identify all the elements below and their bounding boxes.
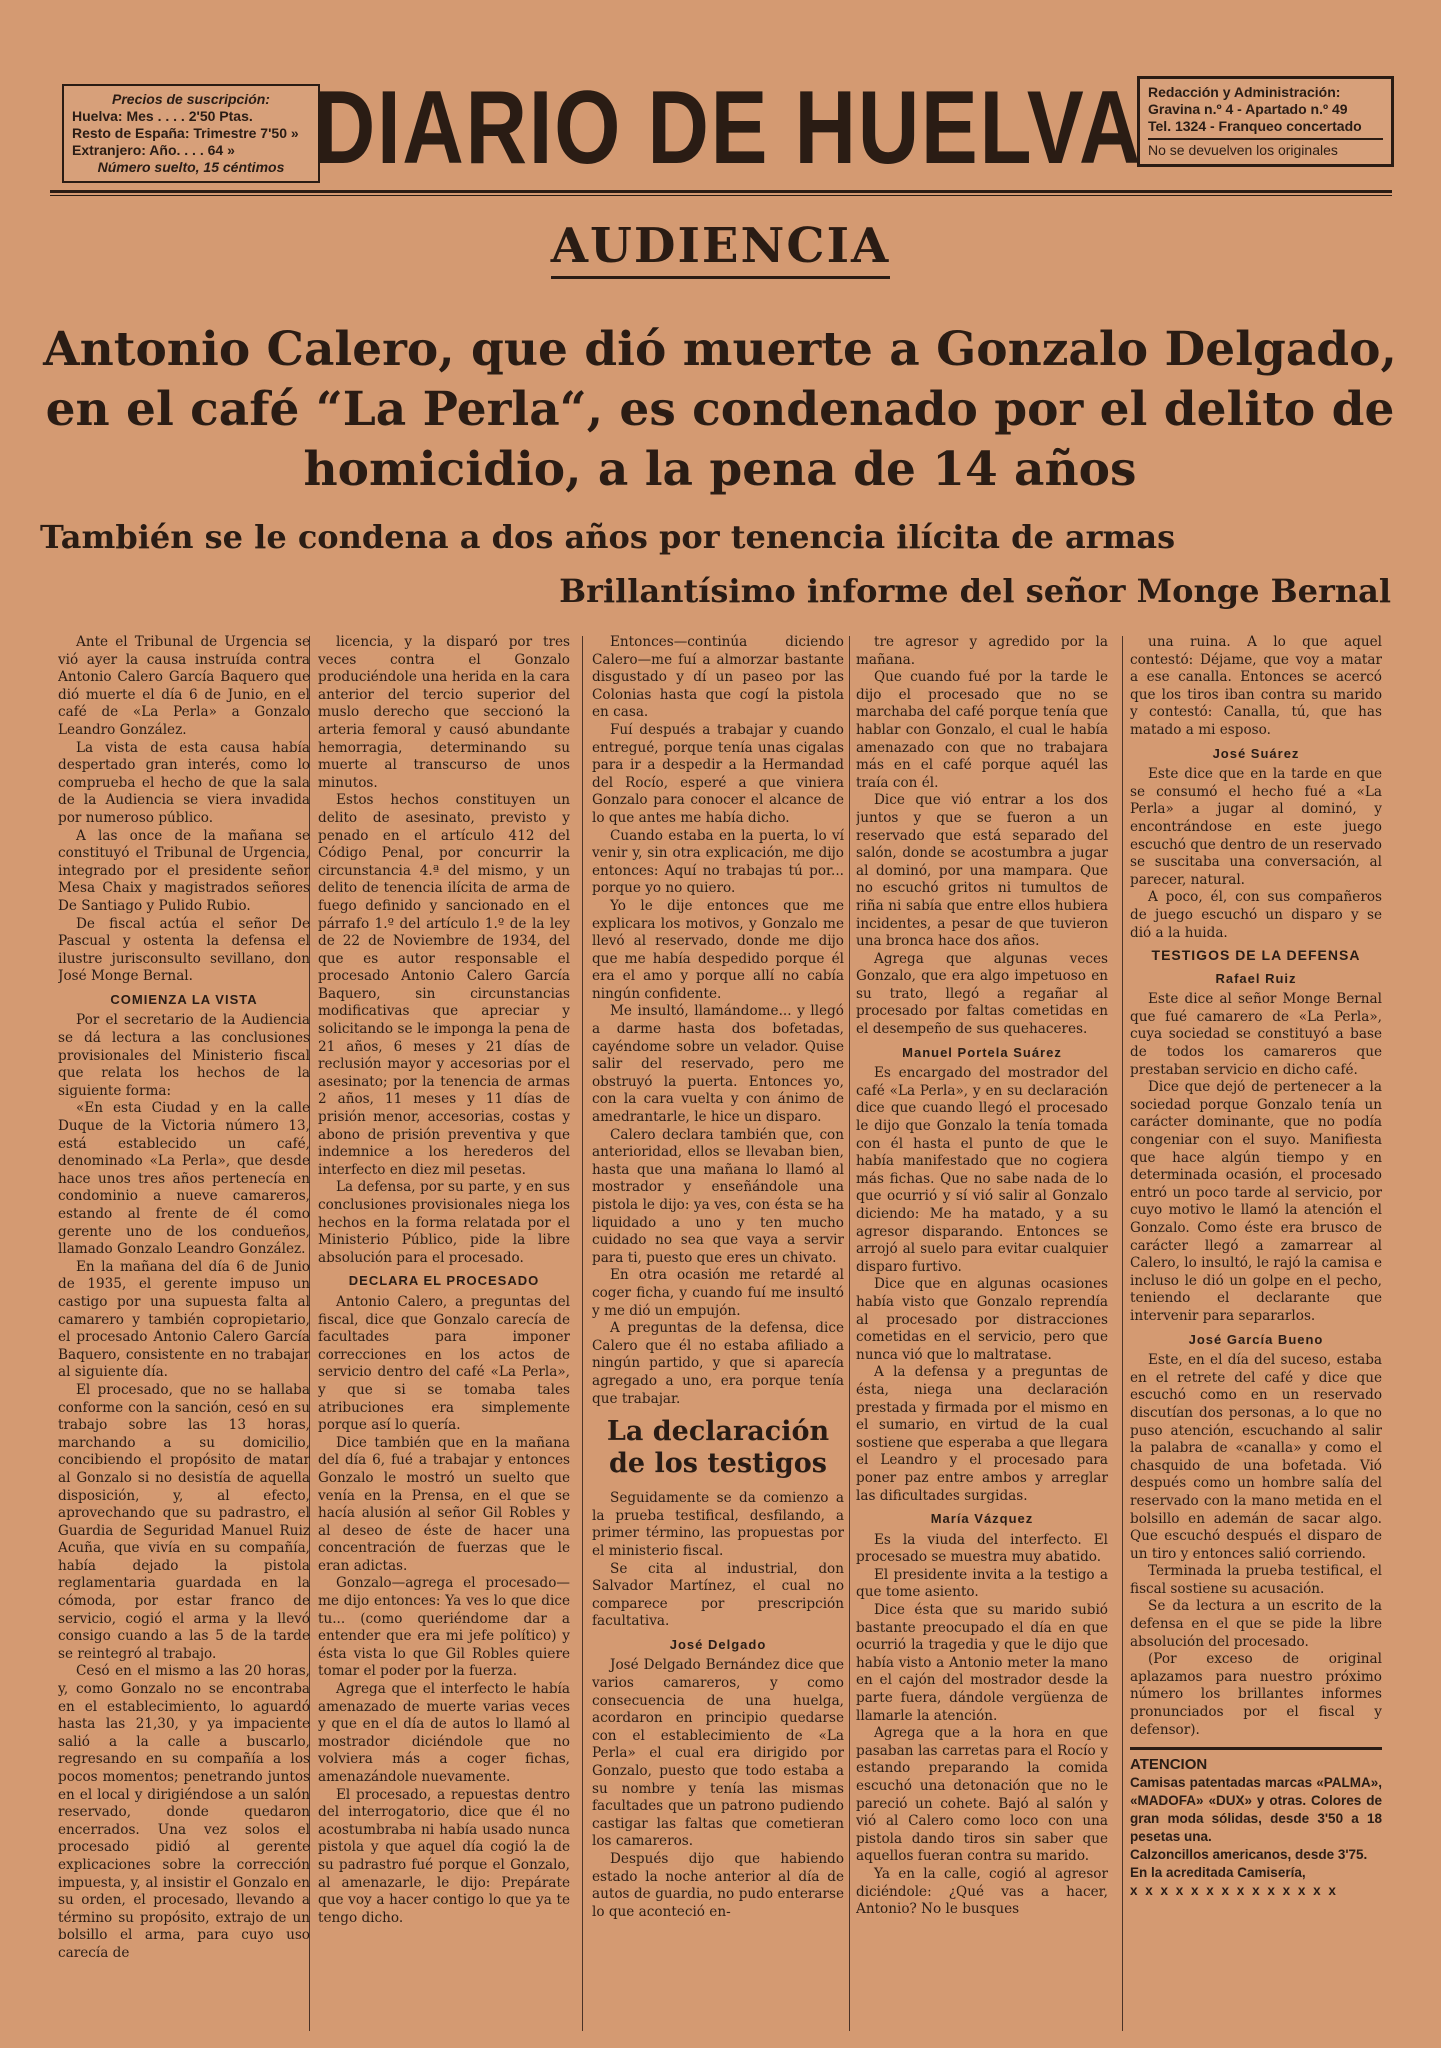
paragraph: Este dice al señor Monge Bernal que fué camarero de «La Perla», cuya sociedad se constituyó a base de todos los camareros que prestaban servicio en dicho café. (1130, 991, 1382, 1078)
subscription-heading: Precios de suscripción: (112, 91, 270, 107)
witness-name: José Delgado (669, 1636, 767, 1652)
price-line: Extranjero: Año. . . . 64 » (72, 142, 235, 158)
paragraph: Este dice que en la tarde en que se consumó el hecho fué a «La Perla» a jugar al dominó, y encontrándose en este juego escuchó que dentro de un reservado se suscitaba una conversación, al parecer, natural. (1130, 766, 1382, 888)
phone-line: Tel. 1324 - Franqueo concertado (1148, 118, 1362, 134)
article-column-5 (1130, 634, 1382, 2034)
price-line: Resto de España: Trimestre 7'50 » (72, 125, 299, 141)
price-line: Número suelto, 15 céntimos (97, 159, 285, 175)
administration-heading: Redacción y Administración: (1148, 84, 1341, 100)
advertisement (1130, 1747, 1382, 1900)
paragraph: Dice también que en la mañana del día 6, fué a trabajar y entonces Gonzalo le mostró un suelto que venía en la Prensa, en el que se hacía alusión al señor Gil Robles y al deseo de éste de hacer una concentración de fuerzas que le eran adictas. (318, 1434, 570, 1574)
paragraph: Dice ésta que su marido subió bastante preocupado el día en que ocurrió la tragedia y que le dijo que había visto a Antonio meter la mano en el cajón del mostrador desde la parte fuera, dándole vergüenza de llamarle la atención. (856, 1602, 1108, 1724)
column-divider (1122, 636, 1123, 2031)
paragraph: Agrega que algunas veces Gonzalo, que era algo impetuoso en su trato, llegó a regañar al procesado por faltas cometidas en el desempeño de sus quehaceres. (856, 950, 1108, 1038)
article-column-2 (318, 634, 570, 2034)
witness-name: José Suárez (1212, 745, 1300, 761)
paragraph: Que cuando fué por la tarde le dijo el procesado que no se marchaba del café porque tenía que hablar con Gonzalo, el cual le había amenazado con que no trabajara más en el café porque aquél las traía con él. (856, 669, 1108, 791)
masthead-rule-thin (50, 195, 1392, 196)
defense-witnesses-heading: TESTIGOS DE LA DEFENSA (1151, 947, 1361, 964)
paragraph: Es encargado del mostrador del café «La Perla», y en su declaración dice que cuando llegó el procesado le dijo que Gonzalo la tenía tomada con él hasta el punto de que le había manifestado que no cogiera más fichas. Que no sabe nada de lo que ocurrió y sí vió salir al Gonzalo diciendo: Me ha matado, y a su agresor disparando. Entonces se arrojó al suelo para evitar cualquier disparo furtivo. (856, 1065, 1108, 1275)
advertisement-text: En la acreditada Camisería, (1130, 1865, 1306, 1881)
paragraph: Gonzalo—agrega el procesado—me dijo entonces: Ya ves lo que dice tu... (como queriéndome dar a entender que era mi jefe político) y ésta vista lo que Gil Robles quiere tomar el poder por la fuerza. (318, 1575, 570, 1680)
advertisement-text: Camisas patentadas marcas «PALMA», «MADOFA» «DUX» y otras. Colores de gran moda sólidas, desde 3'50 a 18 pesetas una. (1130, 1775, 1382, 1845)
paragraph: Terminada la prueba testifical, el fiscal sostiene su acusación. (1130, 1563, 1382, 1597)
paragraph: Estos hechos constituyen un delito de asesinato, previsto y penado en el artículo 412 del Código Penal, por concurrir la circunstancia 4.ª del mismo, y un delito de tenencia ilícita de arma de fuego definido y sancionado en el párrafo 1.º del artículo 1.º de la ley de 22 de Noviembre de 1934, del que es autor responsable el procesado Antonio Calero García Baquero, sin circunstancias modificativas que apreciar y solicitando se le imponga la pena de 21 años, 6 meses y 21 días de reclusión mayor y accesorias por el asesinato; por la tenencia de armas 2 años, 11 meses y 11 días de prisión menor, accesorias, costas y abono de prisión preventiva y que indemnice a los herederos del interfecto en diez mil pesetas. (318, 792, 570, 1178)
paragraph: Antonio Calero, a preguntas del fiscal, dice que Gonzalo carecía de facultades para imponer correcciones en los actos de servicio dentro del café «La Perla», y que si se tomaba tales atribuciones era simplemente porque así lo quería. (318, 1293, 570, 1434)
paragraph: El presidente invita a la testigo a que tome asiento. (856, 1566, 1108, 1601)
paragraph: La vista de esta causa había despertado gran interés, como lo comprueba el hecho de que la sala de la Audiencia se viera invadida por numeroso público. (58, 739, 310, 826)
paragraph: José Delgado Bernández dice que varios camareros, y como consecuencia de una huelga, acordaron en principio quedarse con el establecimiento de «La Perla» el cual era dirigido por Gonzalo, puesto que todo estaba a su nombre y tenía las mismas facultades que un patrono pudiendo castigar las faltas que cometieran los camareros. (592, 1657, 844, 1850)
advertisement-text: Calzoncillos americanos, desde 3'75. (1130, 1847, 1368, 1863)
paragraph: En la mañana del día 6 de Junio de 1935, el gerente impuso un castigo por una supuesta falta al camarero y también copropietario, el procesado Antonio Calero García Baquero, consistente en no trabajar al siguiente día. (58, 1258, 310, 1381)
newspaper-title: DIARIO DE HUELVA (313, 70, 1143, 186)
price-line: Huelva: Mes . . . . 2'50 Ptas. (72, 108, 253, 124)
paragraph: A preguntas de la defensa, dice Calero que él no estaba afiliado a ningún partido, y que si aparecía agregado a uno, era porque tenía que trabajar. (592, 1320, 844, 1407)
paragraph: Por el secretario de la Audiencia se dá lectura a las conclusiones provisionales del Ministerio fiscal que relata los hechos de la siguiente forma: (58, 1012, 310, 1099)
paragraph: Agrega que el interfecto le había amenazado de muerte varias veces y que en el día de autos lo llamó al mostrador diciéndole que no volviera más a coger fichas, amenazándole nuevamente. (318, 1681, 570, 1785)
paragraph: Agrega que a la hora en que pasaban las carretas para el Rocío y estando preparando la comida escuchó una detonación que no le pareció un cohete. Bajó al salón y vió al Calero como loco con una pistola dando tiros sin saber que aquellos fueran contra su marido. (856, 1725, 1108, 1865)
paragraph: Se cita al industrial, don Salvador Martínez, el cual no comparece por prescripción facultativa. (592, 1560, 844, 1630)
subheadline: Brillantísimo informe del señor Monge Bernal (559, 572, 1391, 610)
paragraph: Entonces—continúa diciendo Calero—me fuí a almorzar bastante disgustado y dí un paseo por las Colonias hasta que cogí la pistola en casa. (592, 634, 844, 721)
witness-name: María Vázquez (930, 1511, 1034, 1527)
paragraph: Dice que vió entrar a los dos juntos y que se fueron a un reservado que está separado del salón, donde se acostumbra a jugar al dominó, por una mampara. Que no escuchó gritos ni tumultos de riña ni sabía que entre ellos hubiera incidentes, a pesar de que tuvieron una bronca hace dos años. (856, 792, 1108, 950)
masthead (58, 66, 1398, 186)
section-subheading: DECLARA EL PROCESADO (348, 1273, 540, 1289)
paragraph: Dice que dejó de pertenecer a la sociedad porque Gonzalo tenía un carácter dominante, que no podía congeniar con el suyo. Manifiesta que hace algún tiempo y en determinada ocasión, el procesado entró un poco tarde al servicio, por cuyo motivo le llamó la atención el Gonzalo. Como éste era brusco de carácter llegó a zamarrear al Calero, lo insultó, le rajó la camisa e incluso le dió un golpe en el pecho, teniendo el declarante que intervenir para separarlos. (1130, 1079, 1382, 1324)
main-headline: Antonio Calero, que dió muerte a Gonzalo Delgado, en el café “La Perla“, es condenado por el delito de homicidio, a la pena de 14 años (43, 322, 1397, 497)
paragraph: Cuando estaba en la puerta, lo ví venir y, sin otra explicación, me dijo entonces: Aquí no trabajas tú por... porque yo no quiero. (592, 827, 844, 897)
advertisement-ornament: x x x x x x x x x x x x x x (1130, 1883, 1338, 1899)
article-column-3 (592, 634, 844, 2034)
paragraph: A las once de la mañana se constituyó el Tribunal de Urgencia, integrado por el presidente señor Mesa Chaix y magistrados señores De Santiago y Pulido Rubio. (58, 827, 310, 914)
administration-box (1137, 76, 1394, 167)
paragraph: De fiscal actúa el señor De Pascual y ostenta la defensa el ilustre jurisconsulto sevillano, don José Monge Bernal. (58, 915, 310, 985)
witnesses-heading: La declaración de los testigos (606, 1416, 830, 1480)
masthead-rule (50, 190, 1392, 193)
column-divider (582, 636, 583, 2031)
address-line: Gravina n.º 4 - Apartado n.º 49 (1148, 101, 1348, 117)
paragraph: El procesado, a repuestas dentro del interrogatorio, dice que él no acostumbraba ni había usado nunca pistola y que aquel día cogió la de su padrastro fué porque el Gonzalo, al amenazarle, le dijo: Prepárate que voy a hacer contigo lo que ya te tengo dicho. (318, 1786, 570, 1926)
originals-notice: No se devuelven los originales (1148, 138, 1383, 159)
paragraph: Ya en la calle, cogió al agresor diciéndole: ¿Qué vas a hacer, Antonio? No le busques (856, 1865, 1108, 1918)
advertisement-title: ATENCION (1130, 1756, 1208, 1774)
paragraph: Este, en el día del suceso, estaba en el retrete del café y dice que escuchó como en un reservado discutían dos personas, a lo que no puso atención, escuchando al salir la palabra de «canalla» y como el chasquido de una bofetada. Vió después como un hombre salía del reservado con la mano metida en el bolsillo en ademán de sacar algo. Que escuchó después el disparo de un tiro y entonces salió corriendo. (1130, 1352, 1382, 1562)
witness-name: José García Bueno (1188, 1331, 1324, 1347)
paragraph: licencia, y la disparó por tres veces contra el Gonzalo produciéndole una herida en la cara anterior del tercio superior del muslo derecho que seccionó la arteria femoral y causó abundante hemorragia, determinando su muerte al transcurso de unos minutos. (318, 634, 570, 791)
paragraph: El procesado, que no se hallaba conforme con la sanción, cesó en su trabajo sobre las 13 horas, marchando a su domicilio, concibiendo el propósito de matar al Gonzalo si no desistía de aquella disposición, y, al efecto, aprovechando que su padrastro, el Guardia de Seguridad Manuel Ruiz Acuña, que vivía en su compañía, había dejado la pistola reglamentaria guardada en la cómoda, por estar franco de servicio, cogió el arma y la llevó consigo cuando a las 5 de la tarde se reintegró al trabajo. (58, 1381, 310, 1662)
paragraph: Fuí después a trabajar y cuando entregué, porque tenía unas cigalas para ir a despedir a la Hermandad del Rocío, esperé a que viniera Gonzalo para conocer el alcance de lo que antes me había dicho. (592, 721, 844, 826)
article-column-4 (856, 634, 1108, 2034)
paragraph: Seguidamente se da comienzo a la prueba testifical, desfilando, a primer término, las propuestas por el ministerio fiscal. (592, 1490, 844, 1559)
paragraph: Se da lectura a un escrito de la defensa en el que se pide la libre absolución del procesado. (1130, 1598, 1382, 1650)
article-column-1 (58, 634, 310, 2034)
subheadline: También se le condena a dos años por tenencia ilícita de armas (40, 518, 1176, 556)
paragraph: Después dijo que habiendo estado la noche anterior al día de autos de guardia, no pudo enterarse lo que aconteció en- (592, 1851, 844, 1920)
paragraph: Calero declara también que, con anterioridad, ellos se llevaban bien, hasta que una mañana lo llamó al mostrador y enseñándole una pistola le dijo: ya ves, con ésta se ha liquidado a uno y ten mucho cuidado no sea que vaya a servir para ti, puesto que eres un chivato. (592, 1126, 844, 1266)
paragraph: Yo le dije entonces que me explicara los motivos, y Gonzalo me llevó al reservado, donde me dijo que me había despedido porque él era el amo y porque allí no cabía ningún confidente. (592, 897, 844, 1002)
witness-name: Manuel Portela Suárez (902, 1044, 1062, 1060)
paragraph: Ante el Tribunal de Urgencia se vió ayer la causa instruída contra Antonio Calero García Baquero que dió muerte el día 6 de Junio, en el café de «La Perla» a Gonzalo Leandro González. (58, 634, 310, 738)
column-divider (849, 636, 850, 2031)
paragraph: Es la viuda del interfecto. El procesado se muestra muy abatido. (856, 1531, 1108, 1566)
section-subheading: COMIENZA LA VISTA (110, 991, 258, 1007)
paragraph: «En esta Ciudad y en la calle Duque de la Victoria número 13, está establecido un café, denominado «La Perla», que desde hace unos tres años pertenecía en condominio a nueve camareros, estando al frente de él como gerente uno de los condueños, llamado Gonzalo Leandro González. (58, 1100, 310, 1258)
paragraph: (Por exceso de original aplazamos para nuestro próximo número los brillantes informes pronunciados por el fiscal y defensor). (1130, 1651, 1382, 1738)
paragraph: En otra ocasión me retardé al coger ficha, y cuando fuí me insultó y me dió un empujón. (592, 1267, 844, 1319)
paragraph: La defensa, por su parte, y en sus conclusiones provisionales niega los hechos en la forma relatada por el Ministerio Público, pide la libre absolución para el procesado. (318, 1179, 570, 1266)
paragraph: A la defensa y a preguntas de ésta, niega una declaración prestada y firmada por el mismo en el sumario, en virtud de la cual sostiene que esperaba a que llegara el Leandro y el procesado para poner paz entre ambos y arreglar las dificultades surgidas. (856, 1364, 1108, 1504)
paragraph: Cesó en el mismo a las 20 horas, y, como Gonzalo no se encontraba en el establecimiento, lo aguardó hasta las 21,30, y ya impaciente salió a la calle a buscarlo, regresando en su compañía a los pocos momentos; penetrando juntos en el local y dirigiéndose a un salón reservado, donde quedaron encerrados. Una vez solos el procesado pidió al gerente explicaciones sobre la corrección impuesta, y, al insistir el Gonzalo en su orden, el procesado, llevando a término su propósito, extrajo de un bolsillo el arma, para cuyo uso carecía de (58, 1663, 310, 1961)
paragraph: Me insultó, llamándome... y llegó a darme hasta dos bofetadas, cayéndome sobre un velador. Quise salir del reservado, pero me obstruyó la puerta. Entonces yo, con la cara vuelta y con ánimo de amedrantarle, le hice un disparo. (592, 1003, 844, 1126)
witness-name: Rafael Ruiz (1215, 970, 1297, 986)
paragraph: Dice que en algunas ocasiones había visto que Gonzalo reprendía al procesado por distracciones cometidas en el servicio, pero que nunca vió que lo maltratase. (856, 1276, 1108, 1363)
paragraph: una ruina. A lo que aquel contestó: Déjame, que voy a matar a ese canalla. Entonces se acercó que los tiros iban contra su marido y contestó: Canalla, tú, que has matado a mi esposo. (1130, 634, 1382, 738)
paragraph: tre agresor y agredido por la mañana. (856, 634, 1108, 668)
paragraph: A poco, él, con sus compañeros de juego escuchó un disparo y se dió a la huida. (1130, 889, 1382, 941)
section-title: AUDIENCIA (0, 218, 1441, 274)
